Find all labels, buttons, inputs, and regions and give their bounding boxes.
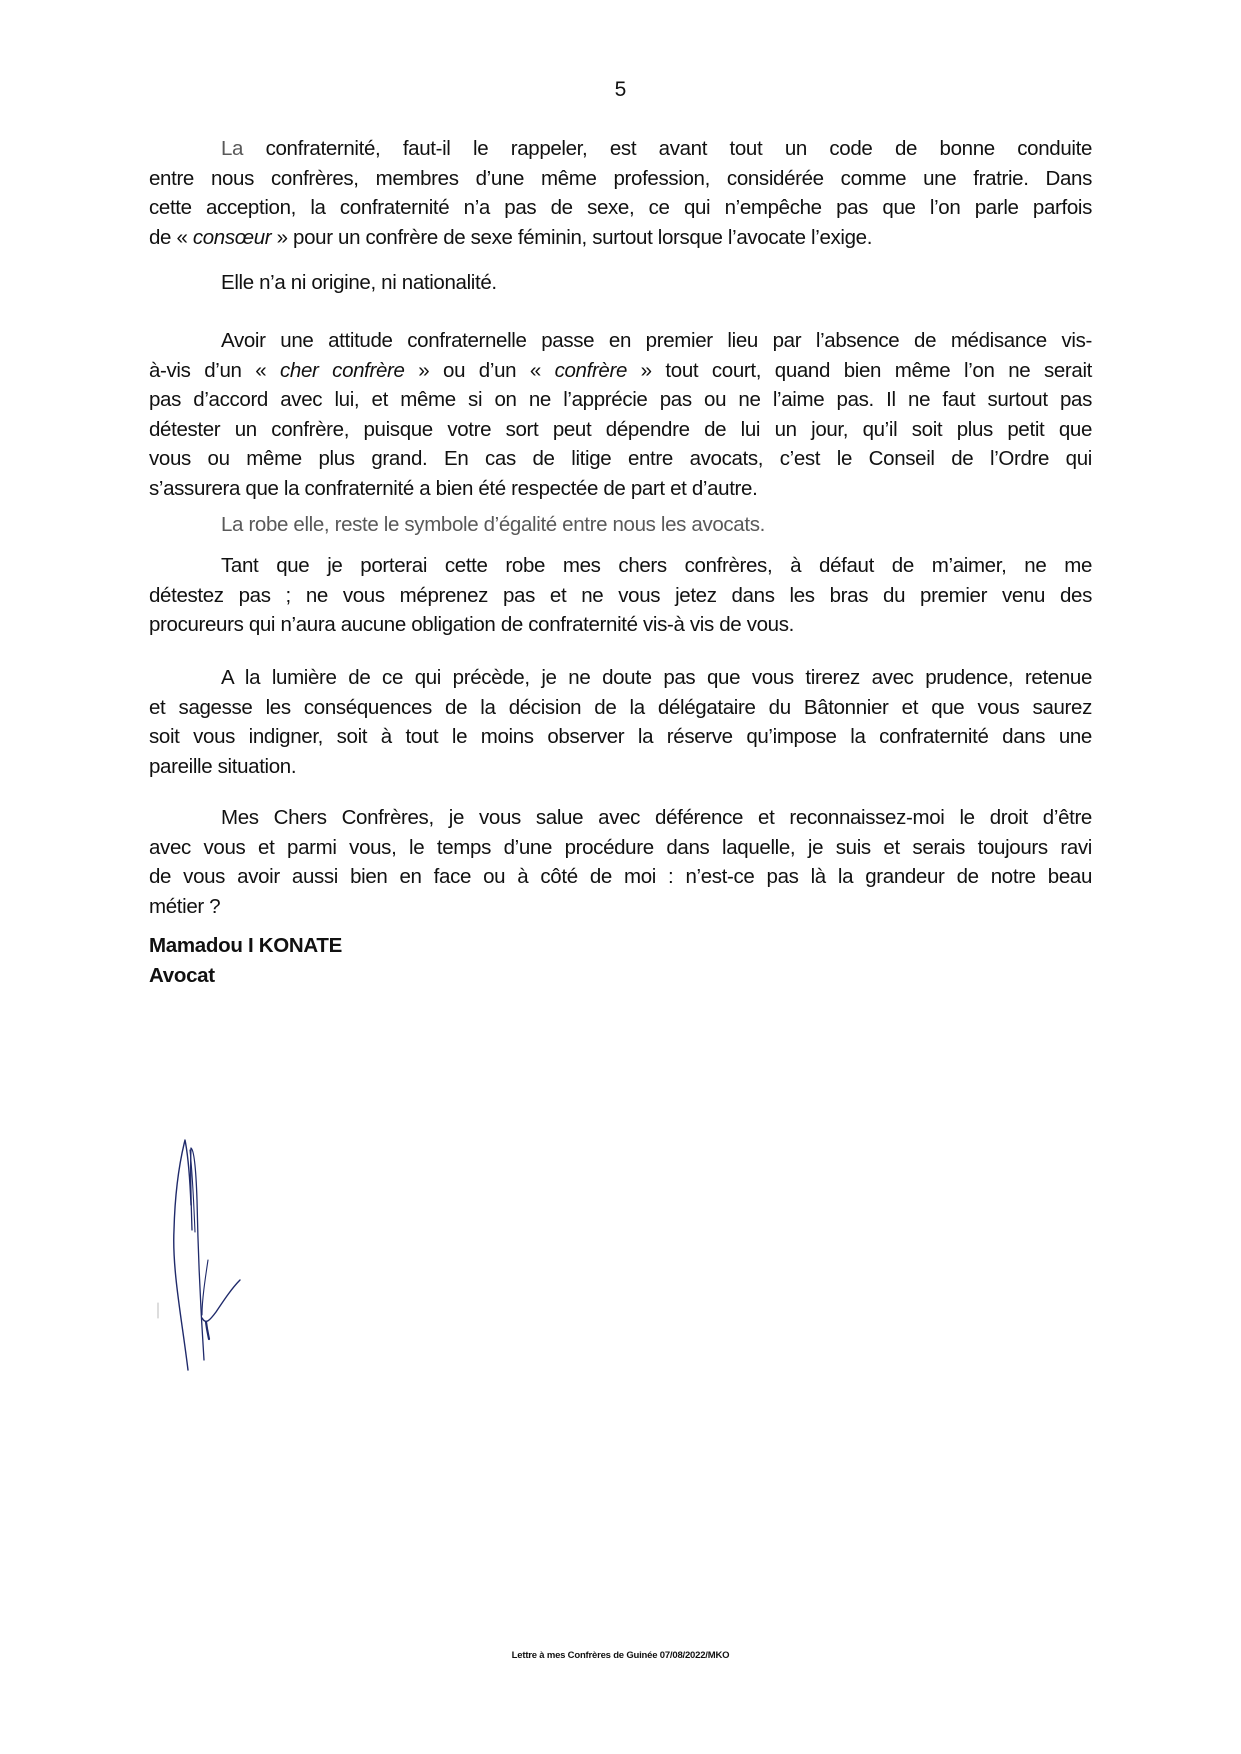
italic-term: consœur [192, 225, 272, 249]
text-line [149, 223, 1092, 253]
text-line: Elle n’a ni origine, ni nationalité. [221, 271, 497, 294]
footer-reference: Lettre à mes Confrères de Guinée 07/08/2022/MKO [511, 1650, 730, 1661]
text-line: métier ? [149, 894, 221, 918]
text-line: soit vous indigner, soit à tout le moins observer la réserve qu’impose la confraternité dans une [149, 725, 1092, 749]
text-run: » pour un confrère de sexe féminin, surtout lorsque l’avocate l’exige. [271, 225, 873, 249]
text-run-muted: La [221, 137, 244, 160]
text-line: s’assurera que la confraternité a bien été respectée de part et d’autre. [149, 476, 758, 500]
signatory-name: Mamadou I KONATE [149, 934, 342, 957]
text-line: A la lumière de ce qui précède, je ne doute pas que vous tirerez avec prudence, retenue [221, 666, 1092, 689]
paragraph-robe-symbole [149, 510, 1092, 540]
text-line: vous ou même plus grand. En cas de litige entre avocats, c’est le Conseil de l’Ordre qui [149, 447, 1092, 471]
text-run: de « [149, 225, 193, 249]
text-line: pareille situation. [149, 754, 297, 778]
text-line: Mes Chers Confrères, je vous salue avec déférence et reconnaissez-moi le droit d’être [221, 806, 1092, 829]
text-run: confraternité, faut-il le rappeler, est avant tout un code de bonne conduite [243, 137, 1092, 160]
text-line: détestez pas ; ne vous méprenez pas et ne vous jetez dans les bras du premier venu des [149, 583, 1092, 607]
text-line [149, 134, 1092, 164]
text-line: Avoir une attitude confraternelle passe en premier lieu par l’absence de médisance vis- [221, 329, 1092, 352]
text-run: » tout court, quand bien même l’on ne serait [627, 358, 1093, 382]
signature-block [149, 931, 342, 990]
text-line: entre nous confrères, membres d’une même profession, considérée comme une fratrie. Dans [149, 166, 1092, 190]
text-line: de vous avoir aussi bien en face ou à côté de moi : n’est-ce pas là la grandeur de notre beau [149, 865, 1092, 889]
signatory-title: Avocat [149, 963, 215, 987]
paragraph-conclusion [149, 663, 1092, 781]
text-line: et sagesse les conséquences de la décision de la délégataire du Bâtonnier et que vous saurez [149, 695, 1092, 719]
text-line: La robe elle, reste le symbole d’égalité entre nous les avocats. [221, 513, 765, 536]
text-line [149, 356, 1092, 386]
page-number: 5 [614, 78, 627, 101]
text-run: » ou d’un « [404, 358, 555, 382]
paragraph-origine [149, 268, 1092, 298]
paragraph-attitude-confraternelle [149, 326, 1092, 504]
italic-term: cher confrère [280, 358, 405, 382]
handwritten-signature-icon [150, 1120, 260, 1380]
text-line: cette acception, la confraternité n’a pas de sexe, ce qui n’empêche pas que l’on parle parfois [149, 196, 1092, 220]
paragraph-porter-robe [149, 551, 1092, 640]
text-line: pas d’accord avec lui, et même si on ne l’apprécie pas ou ne l’aime pas. Il ne faut surtout pas [149, 388, 1092, 412]
text-line: procureurs qui n’aura aucune obligation de confraternité vis-à vis de vous. [149, 613, 794, 637]
text-line: avec vous et parmi vous, le temps d’une procédure dans laquelle, je suis et serais toujours ravi [149, 835, 1092, 859]
paragraph-salutation [149, 803, 1092, 921]
text-run: à-vis d’un « [149, 358, 281, 382]
paragraph-confraternite-definition [149, 134, 1092, 252]
text-line: détester un confrère, puisque votre sort peut dépendre de lui un jour, qu’il soit plus petit que [149, 417, 1092, 441]
text-line: Tant que je porterai cette robe mes chers confrères, à défaut de m’aimer, ne me [221, 554, 1092, 577]
italic-term: confrère [554, 358, 627, 382]
